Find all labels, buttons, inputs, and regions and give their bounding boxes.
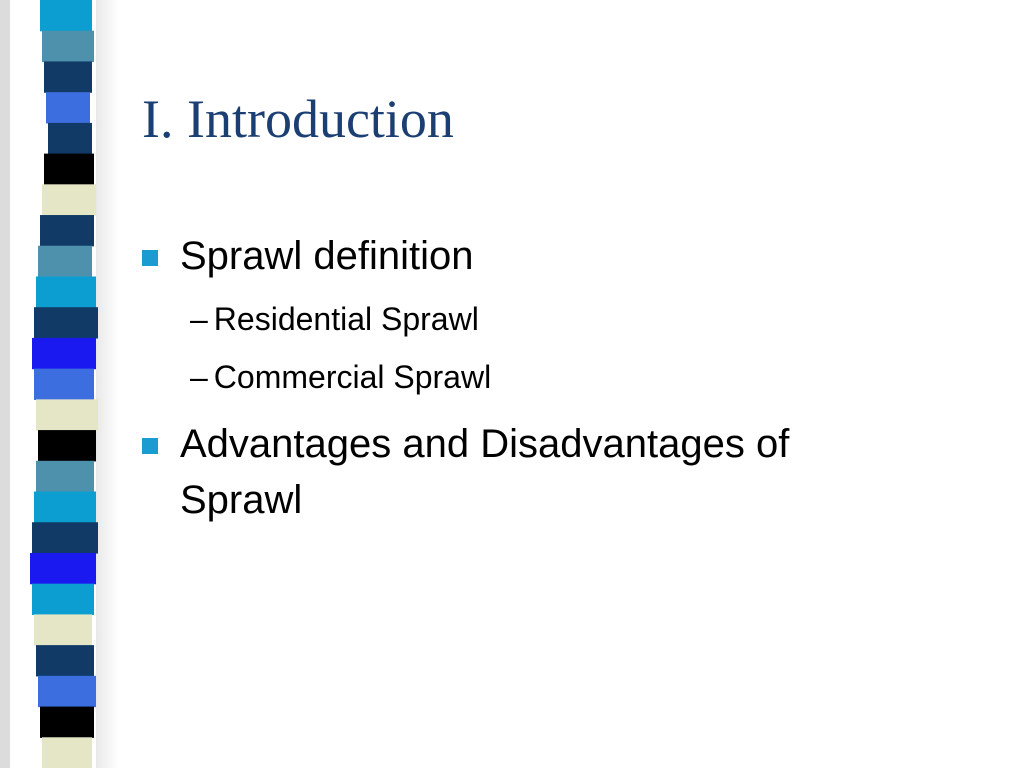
decorative-side-band — [0, 0, 118, 768]
band-stripe-cyan — [32, 584, 94, 615]
band-stripe-black — [40, 707, 94, 738]
bullet-text: Advantages and Disadvantages of Sprawl — [180, 422, 790, 522]
slide-title: I. Introduction — [142, 89, 454, 149]
band-stripe-cyan — [34, 492, 96, 523]
sub-bullet-item-commercial — [190, 348, 942, 406]
band-stripe-royal — [38, 676, 96, 707]
band-left-edge — [0, 0, 10, 768]
band-stripe-black — [38, 430, 96, 461]
band-stripe-blue — [32, 338, 96, 369]
band-stripe-cream — [42, 737, 92, 768]
band-stripe-steel — [42, 31, 94, 62]
bullet-text: Sprawl definition — [180, 234, 474, 278]
band-stripe-blue — [30, 553, 96, 584]
sub-bullet-list — [142, 290, 942, 406]
band-stripe-navy — [48, 123, 92, 154]
dash-bullet-icon: – — [190, 301, 208, 337]
square-bullet-icon — [142, 250, 158, 266]
band-stripe-royal — [46, 92, 90, 123]
square-bullet-icon — [142, 438, 158, 454]
band-shadow — [96, 0, 118, 768]
band-stripe-cyan — [36, 276, 96, 307]
band-stripe-steel — [36, 461, 94, 492]
band-stripe-black — [44, 154, 94, 185]
dash-bullet-icon: – — [190, 359, 208, 395]
band-stripe-navy — [36, 645, 94, 676]
band-stripe-steel — [38, 246, 92, 277]
bullet-list — [142, 228, 942, 528]
band-stripe-navy — [32, 522, 98, 553]
side-band-graphic — [0, 0, 118, 768]
bullet-item-advantages — [142, 416, 942, 528]
sub-bullet-text: Commercial Sprawl — [213, 359, 492, 395]
band-stripe-cream — [36, 399, 98, 430]
sub-bullet-text: Residential Sprawl — [213, 301, 479, 337]
band-stripe-navy — [34, 307, 98, 338]
band-stripe-cyan — [40, 0, 92, 31]
band-stripe-royal — [34, 369, 94, 400]
sub-bullet-item-residential — [190, 290, 942, 348]
band-stripe-navy — [40, 215, 94, 246]
bullet-item-sprawl-definition — [142, 228, 942, 284]
band-stripe-cream — [34, 614, 92, 645]
band-stripe-cream — [42, 184, 96, 215]
band-stripe-navy — [44, 61, 92, 92]
